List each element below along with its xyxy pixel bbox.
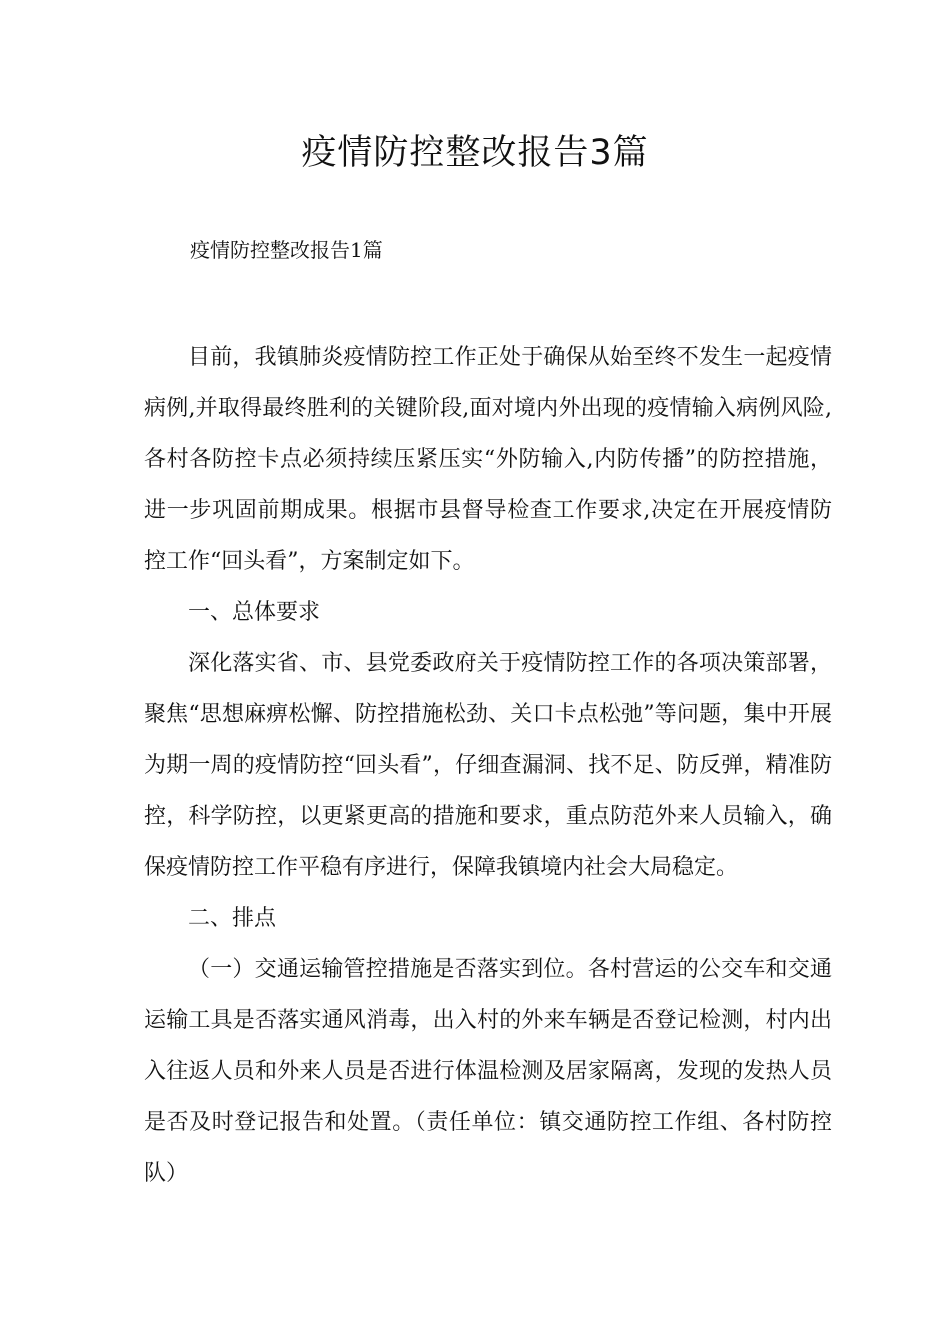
document-body — [144, 332, 832, 1199]
paragraph-intro: 目前，我镇肺炎疫情防控工作正处于确保从始至终不发生一起疫情病例,并取得最终胜利的关键阶段,面对境内外出现的疫情输入病例风险,各村各防控卡点必须持续压紧压实“外防输入,内防传播”的防控措施，进一步巩固前期成果。根据市县督导检查工作要求,决定在开展疫情防控工作“回头看”，方案制定如下。 — [144, 345, 832, 574]
paragraph-general-requirements: 深化落实省、市、县党委政府关于疫情防控工作的各项决策部署，聚焦“思想麻痹松懈、防控措施松劲、关口卡点松弛”等问题，集中开展为期一周的疫情防控“回头看”，仔细查漏洞、找不足、防反弹，精准防控，科学防控，以更紧更高的措施和要求，重点防范外来人员输入，确保疫情防控工作平稳有序进行，保障我镇境内社会大局稳定。 — [144, 651, 832, 880]
section-heading-general-requirements: 一、总体要求 — [188, 600, 321, 625]
section-heading-inspection-points: 二、排点 — [188, 906, 277, 931]
document-title: 疫情防控整改报告3篇 — [301, 133, 649, 173]
document-subtitle: 疫情防控整改报告1篇 — [190, 238, 383, 262]
paragraph-transport-control: （一）交通运输管控措施是否落实到位。各村营运的公交车和交通运输工具是否落实通风消毒，出入村的外来车辆是否登记检测，村内出入往返人员和外来人员是否进行体温检测及居家隔离，发现的发热人员是否及时登记报告和处置。（责任单位：镇交通防控工作组、各村防控队） — [144, 957, 832, 1186]
